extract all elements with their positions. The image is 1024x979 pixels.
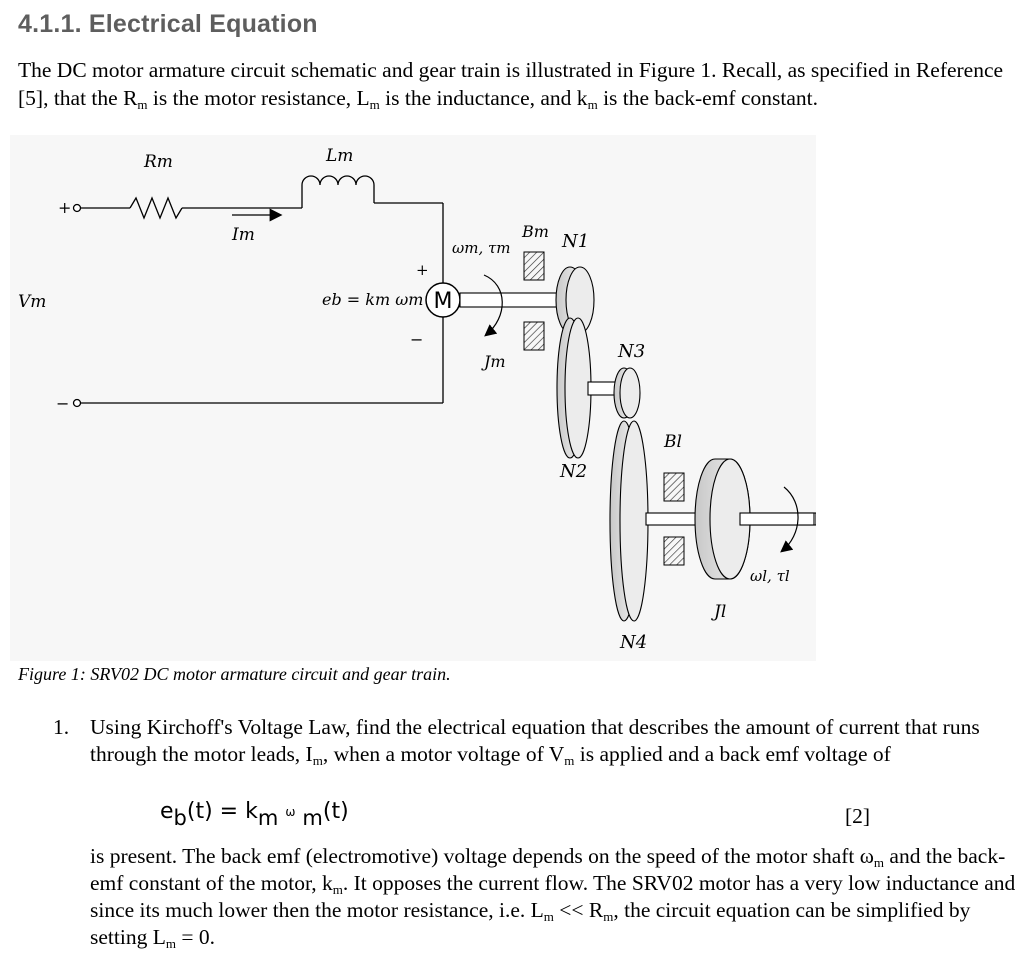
gear-n4 [610,421,648,621]
figure-caption: Figure 1: SRV02 DC motor armature circuit and gear train. [18,664,451,684]
q2-text-1: is present. The back emf (electromotive) voltage depends on the speed of the motor shaft ω [90,844,874,868]
q1-sub-1: m [312,753,323,768]
intro-text-3: is the inductance, and k [379,86,588,110]
q2-sub-2: m [332,882,343,897]
intro-text-1: The DC motor armature circuit schematic and gear train is illustrated in Figure 1. Recall, as specified in Reference [5], that the R [18,58,1004,110]
load-bearing-top [664,473,684,501]
section-heading: 4.1.1. Electrical Equation [18,10,318,38]
eq-equals: = [212,799,246,824]
q2-text-4: << R [553,898,604,922]
motor-circuit-figure [10,135,816,661]
q2-text-3: . It opposes the current flow. The SRV02 motor has a very low inductance and since its much lower then the motor resistance, i.e. L [90,871,1016,922]
label-lm: Lm [326,146,354,166]
question-paragraph-2 [90,843,1020,951]
q2-sub-3: m [543,909,554,924]
eq-k: k [245,799,258,824]
intro-paragraph [18,56,1018,112]
question-number: 1. [53,715,70,739]
q2-text-6: = 0. [175,925,215,949]
label-bl: Bl [664,432,682,452]
eq-e: e [160,799,174,824]
eq-b: b [173,806,187,830]
motor-bearing-bottom [524,322,544,350]
question-paragraph-1 [90,714,1015,768]
label-n3: N3 [618,341,646,362]
gear-n2 [557,318,591,458]
intro-sub-2: m [369,97,380,112]
label-eb-equation: eb = km ωm [322,290,424,309]
plus-terminal-label: + [58,198,72,217]
q2-sub-4: m [603,909,614,924]
motor-minus-label: − [410,330,424,349]
intro-text-4: is the back-emf constant. [597,86,818,110]
label-rm: Rm [144,152,173,172]
label-jl: Jl [714,602,727,622]
label-motor-speed-torque: ωm, τm [452,239,511,257]
label-jm: Jm [484,352,506,371]
label-bm: Bm [522,222,549,241]
label-vm: Vm [18,292,47,312]
eq-omega: ω [285,805,296,819]
q2-sub-1: m [873,855,885,870]
eq-m2: m [302,806,323,830]
q2-text-5: , the circuit equation can be simplified by setting L [90,898,971,949]
q2-text-2: and the back-emf constant of the motor, k [90,844,1006,895]
q1-sub-2: m [564,753,575,768]
q2-sub-5: m [165,936,176,951]
load-bearing-bottom [664,537,684,565]
intro-sub-1: m [137,97,148,112]
eq-t: (t) [186,799,213,824]
equation-number: [2] [845,804,871,828]
label-load-speed-torque: ωl, τl [750,567,790,585]
eq-t2: (t) [322,799,349,824]
intro-text-2: is the motor resistance, L [147,86,370,110]
label-n2: N2 [560,461,588,482]
motor-label: M [433,289,453,314]
motor-plus-label: + [416,261,429,279]
label-im: Im [232,225,255,245]
back-emf-equation [160,800,349,830]
label-n1: N1 [562,231,590,252]
gear-n3 [614,368,640,418]
figure-background [10,135,816,661]
motor-bearing-top [524,252,544,280]
label-n4: N4 [620,632,648,653]
minus-terminal-label: − [56,394,70,413]
q1-text-1: Using Kirchoff's Voltage Law, find the electrical equation that describes the amount of current that runs through the motor leads, I [90,715,980,766]
q1-text-3: is applied and a back emf voltage of [574,742,891,766]
q1-text-2: , when a motor voltage of V [322,742,565,766]
eq-m1: m [257,806,279,830]
intro-sub-3: m [587,97,598,112]
